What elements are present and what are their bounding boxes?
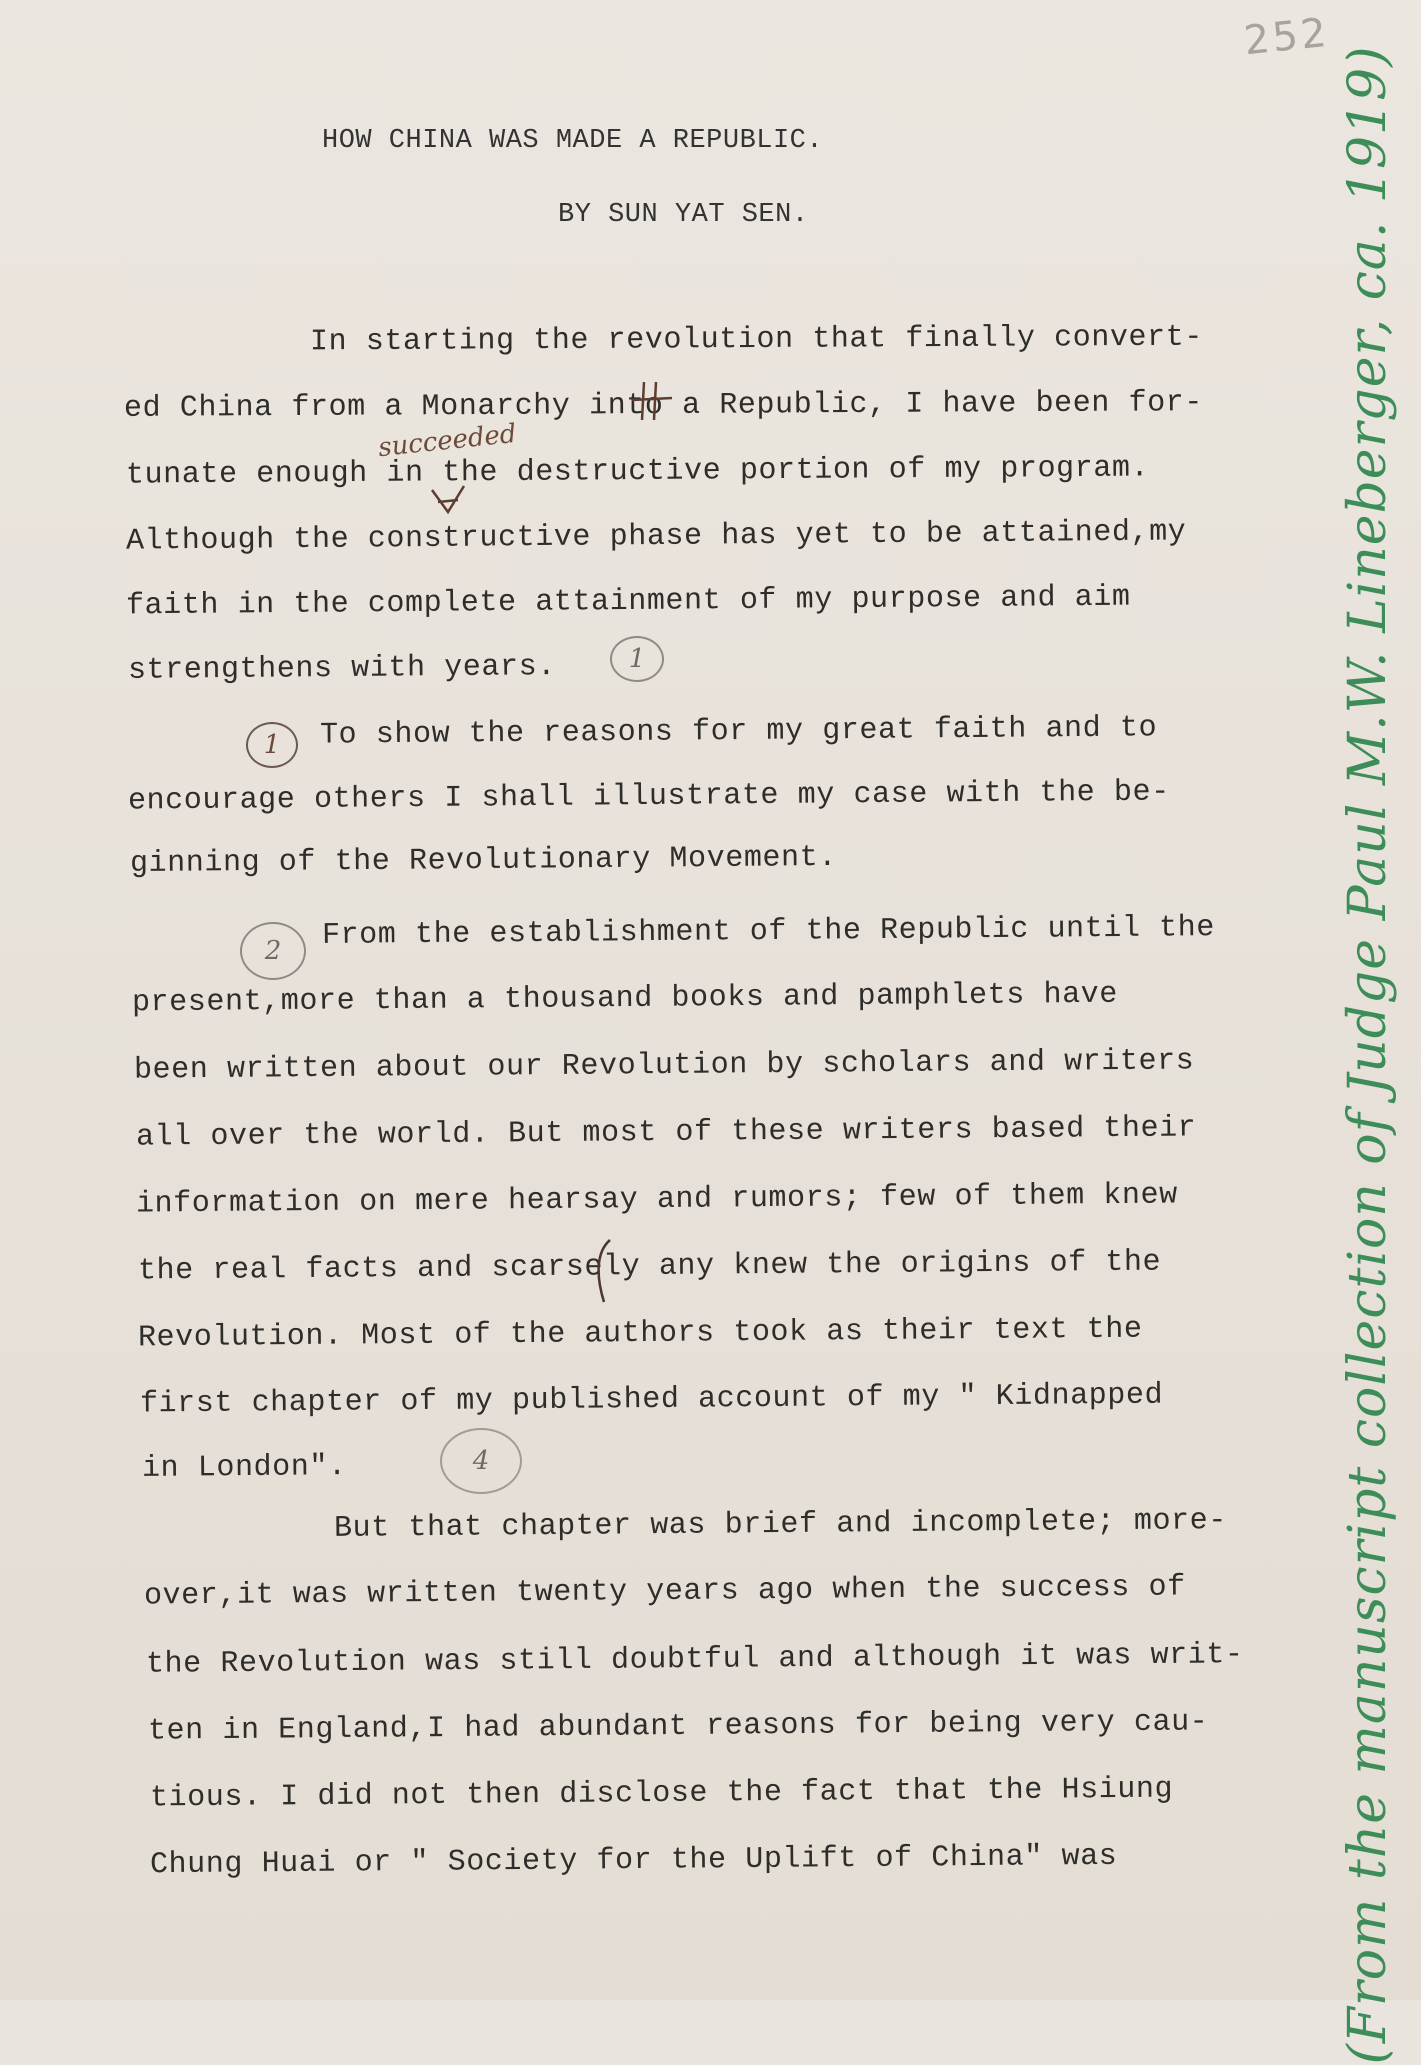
- page-number: 252: [1241, 9, 1332, 65]
- margin-mark-circle: 1: [610, 636, 664, 682]
- body-line: faith in the complete attainment of my purpose and aim: [125, 580, 1131, 624]
- body-line: From the establishment of the Republic until the: [321, 911, 1216, 953]
- body-line: But that chapter was brief and incomplete; more-: [333, 1504, 1228, 1546]
- document-title: HOW CHINA WAS MADE A REPUBLIC.: [322, 126, 824, 156]
- margin-mark-circle: 4: [440, 1428, 522, 1494]
- body-line: information on mere hearsay and rumors; few of them knew: [135, 1178, 1178, 1222]
- body-line: To show the reasons for my great faith and to: [319, 711, 1158, 753]
- margin-mark-circle: 1: [246, 722, 298, 768]
- body-line: in London".: [141, 1450, 347, 1486]
- spelling-correction-icon: [590, 1236, 620, 1306]
- body-line: strengthens with years.: [127, 650, 557, 688]
- body-line: encourage others I shall illustrate my case with the be-: [127, 775, 1170, 819]
- margin-mark-circle: 2: [240, 922, 306, 980]
- body-line: tious. I did not then disclose the fact that the Hsiung: [149, 1772, 1174, 1816]
- body-line: first chapter of my published account of my " Kidnapped: [139, 1378, 1164, 1422]
- body-line: been written about our Revolution by scholars and writers: [133, 1044, 1195, 1088]
- body-line: present,more than a thousand books and pamphlets have: [131, 977, 1119, 1021]
- body-line: the real facts and scarsely any knew the origins of the: [137, 1245, 1162, 1289]
- body-line: over,it was written twenty years ago when the success of: [143, 1570, 1186, 1614]
- body-line: Although the constructive phase has yet to be attained,my: [125, 515, 1187, 559]
- body-line: ten in England,I had abundant reasons for being very cau-: [147, 1705, 1209, 1749]
- body-line: the Revolution was still doubtful and although it was writ-: [145, 1638, 1244, 1682]
- body-line: Revolution. Most of the authors took as their text the: [137, 1312, 1143, 1356]
- body-line: tunate enough in the destructive portion of my program.: [125, 451, 1150, 493]
- body-line: ginning of the Revolutionary Movement.: [129, 840, 838, 882]
- body-line: Chung Huai or " Society for the Uplift of China" was: [149, 1839, 1118, 1883]
- body-line: In starting the revolution that finally convert-: [309, 320, 1204, 360]
- document-byline: BY SUN YAT SEN.: [558, 200, 809, 230]
- inserted-word-annotation: succeeded: [376, 418, 518, 464]
- body-line: all over the world. But most of these writers based their: [135, 1111, 1197, 1155]
- provenance-side-note: (From the manuscript collection of Judge Paul M.W. Lineberger, ca. 1919): [1338, 45, 1398, 2065]
- strike-correction-icon: [628, 380, 676, 422]
- body-line: ed China from a Monarchy into a Republic, I have been for-: [123, 386, 1204, 426]
- insertion-caret-icon: [428, 482, 468, 518]
